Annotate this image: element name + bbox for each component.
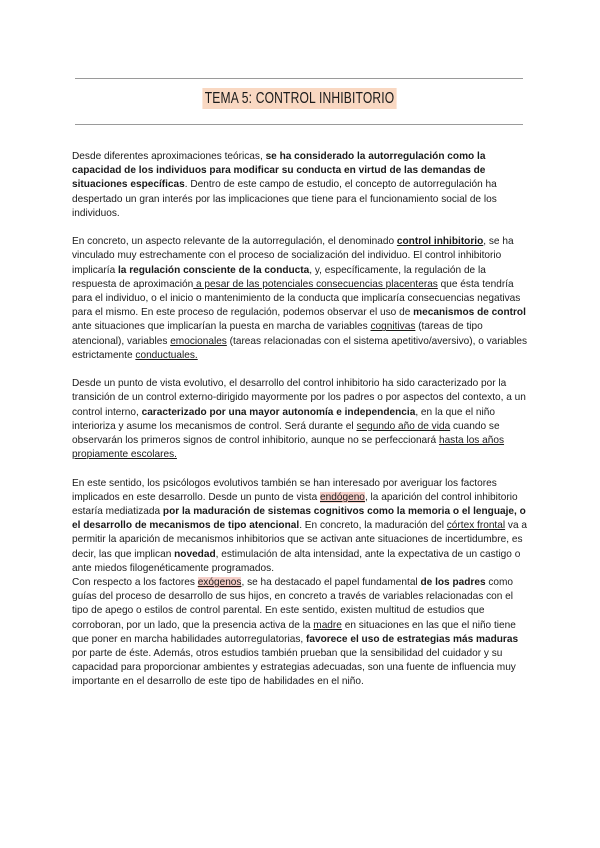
bold-text: la regulación consciente de la conducta [118, 264, 310, 276]
text: va a permitir la aparición de mecanismos inhibitorios que se activan ante situaciones de incertidumbre, es decir, las que implican [72, 520, 527, 560]
text: , se ha destacado el papel fundamental [241, 577, 421, 589]
underlined-text: hasta los años propiamente escolares. [72, 435, 505, 461]
text: Con respecto a los factores [72, 577, 198, 589]
underlined-text: a pesar de las potenciales consecuencias placenteras [193, 278, 438, 290]
bottom-divider [75, 124, 523, 125]
underlined-text: segundo año de vida [356, 420, 451, 432]
bold-text: caracterizado por una mayor autonomía e independencia [141, 406, 416, 418]
text: , estimulación de alta intensidad, ante la expectativa de un castigo o ante miedos filogenéticamente programados. [72, 548, 521, 574]
paragraph-4 [72, 477, 530, 576]
text: , en la que el niño interioriza y asume los mecanismos de control. Será durante el [72, 406, 496, 432]
underlined-text: córtex frontal [446, 520, 506, 532]
text: ante situaciones que implicarían la puesta en marcha de variables [72, 321, 371, 333]
bold-text: mecanismos de control [413, 307, 526, 319]
text: (tareas relacionadas con el sistema apetitivo/aversivo), o variables estrictamente [72, 335, 528, 361]
text: . En concreto, la maduración del [299, 520, 447, 532]
text: , la aparición del control inhibitorio estaría mediatizada [72, 491, 518, 518]
underlined-text: madre [313, 619, 342, 631]
highlighted-term: endógeno [320, 491, 365, 503]
underlined-text: conductuales. [135, 349, 198, 361]
bold-underlined-term: control inhibitorio [396, 236, 484, 248]
paragraph-3 [72, 377, 530, 462]
bold-text: de los padres [420, 577, 486, 589]
title-container [0, 88, 600, 109]
text: , se ha vinculado muy estrechamente con el proceso de socialización del individuo. El control inhibitorio implicaría [72, 236, 514, 276]
underlined-text: cognitivas [370, 321, 416, 333]
underlined-text: emocionales [170, 335, 227, 347]
paragraph-5 [72, 576, 530, 690]
text: que ésta tendría para el individuo, o el inicio o mantenimiento de la conducta que implicaría consecuencias negativas para el mismo. En este proceso de regulación, podemos observar el uso de [72, 278, 521, 319]
document-body [72, 150, 530, 704]
text: Desde diferentes aproximaciones teóricas, [72, 151, 266, 162]
text: Desde un punto de vista evolutivo, el desarrollo del control inhibitorio ha sido caracterizado por la transición de un control externo-dirigido mayormente por los padres o por aspectos del contexto, a un control interno, [72, 378, 526, 418]
bold-text: novedad [174, 548, 216, 560]
bold-text: por la maduración de sistemas cognitivos como la memoria o el lenguaje, o el desarrollo de mecanismos de tipo atencional [72, 506, 526, 532]
text: . Dentro de este campo de estudio, el concepto de autorregulación ha despertado un gran interés por las implicaciones que tiene para el funcionamiento social de los individuos. [72, 179, 497, 219]
top-divider [75, 78, 523, 79]
paragraph-1 [72, 150, 530, 221]
bold-text: se ha considerado la autorregulación como la capacidad de los individuos para modificar su conducta en virtud de las demandas de situaciones específicas [72, 151, 486, 191]
highlighted-term: exógenos [197, 577, 242, 589]
text: cuando se observarán los primeros signos de control inhibitorio, aunque no se perfeccionará [72, 420, 500, 447]
text: como guías del proceso de desarrollo de sus hijos, en concreto a través de variables relacionadas con el tipo de apego o estilos de control parental. En este sentido, existen multitud de estudios que corroboran, por un lado, que la presencia activa de la [72, 577, 514, 631]
paragraph-2 [72, 235, 530, 363]
text: En este sentido, los psicólogos evolutivos también se han interesado por averiguar los factores implicados en este desarrollo. Desde un punto de vista [72, 477, 497, 503]
text: por parte de éste. Además, otros estudios también prueban que la sensibilidad del cuidador y su capacidad para proporcionar ambientes y estrategias adecuadas, son una fuente de influencia muy importante en el desarrollo de este tipo de habilidades en el niño. [72, 648, 516, 688]
text: En concreto, un aspecto relevante de la autorregulación, el denominado [72, 236, 397, 248]
text: en situaciones en las que el niño tiene que poner en marcha habilidades autorregulatorias, [72, 619, 516, 645]
text: (tareas de tipo atencional), variables [72, 321, 483, 347]
bold-text: favorece el uso de estrategias más maduras [306, 633, 519, 645]
text: , y, específicamente, la regulación de la respuesta de aproximación [72, 264, 486, 290]
page-title: TEMA 5: CONTROL INHIBITORIO [203, 88, 397, 109]
